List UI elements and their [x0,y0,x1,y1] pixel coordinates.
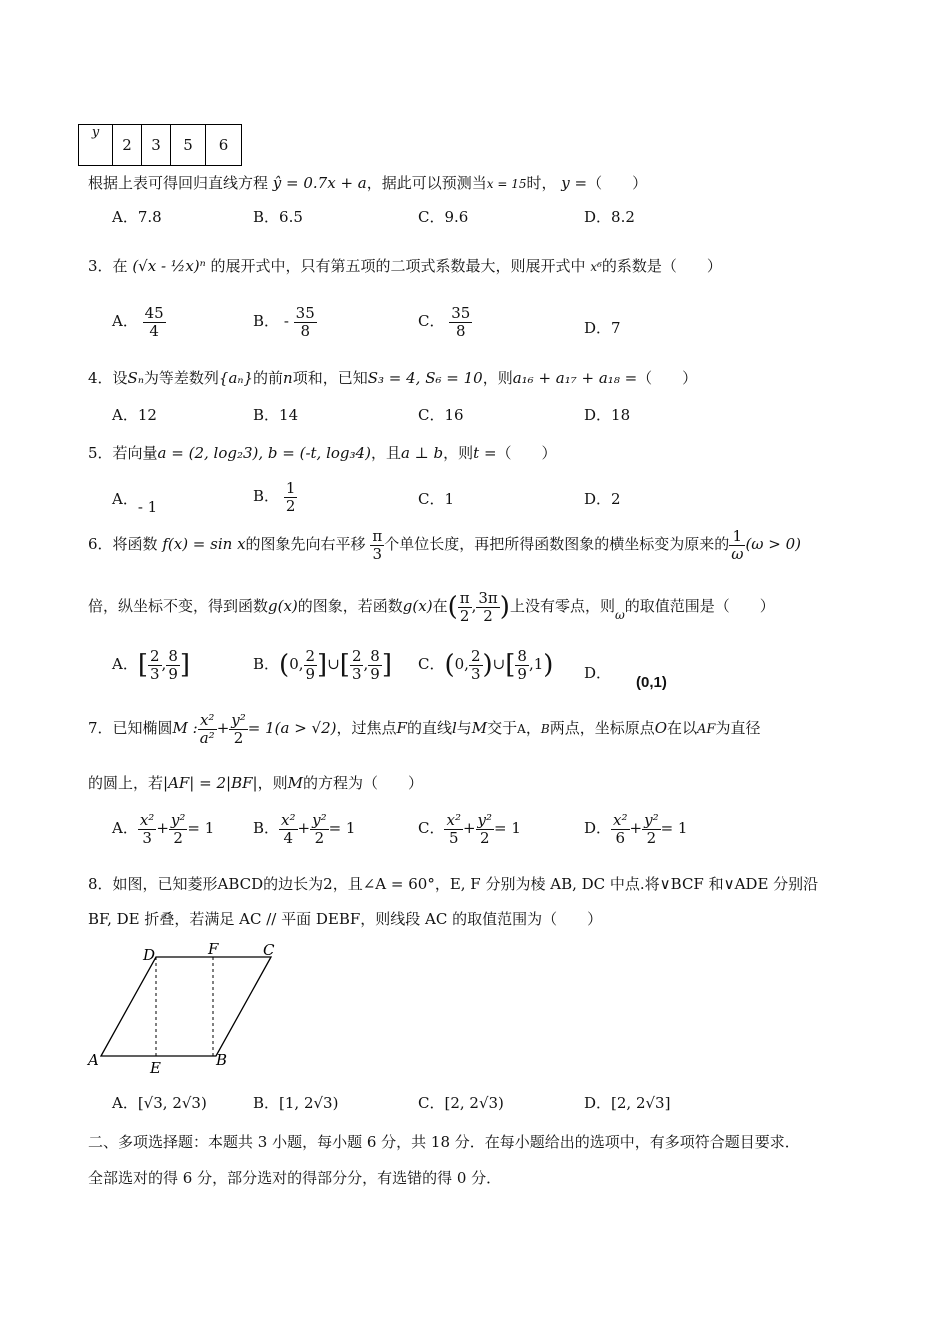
fraction: $\frac{2}{3}$ [351,647,362,683]
option-b: B． - $\frac{35}{8}$ [253,304,315,340]
fraction: $\frac{\pi}{2}$ [459,589,470,625]
fraction: $\frac{\text{y²}}{2}$ [312,811,327,847]
table-cell: y [79,125,113,166]
fraction: $\frac{2}{3}$ [150,647,160,683]
label-e: E [150,1059,161,1077]
fraction: $\frac{2}{9}$ [305,647,316,683]
rhombus-figure [85,938,285,1078]
question-6-line-2: 倍，纵坐标不变，得到函数g(x)的图象，若函数g(x)在( $\frac{\pi}{2}$ , $\frac{3\pi}{2}$ )上没有零点，则$_\omega$的取值范围是（ ） [88,589,775,625]
option-a: A．7.8 [112,208,162,226]
rhombus-outline [101,957,271,1056]
question-7-line-2: 的圆上，若|AF| = 2|BF|，则M的方程为（ ） [88,774,423,792]
fraction: $\frac{35}{8}$ [295,304,315,340]
fraction: $\frac{\pi}{3}$ [372,527,383,563]
fraction: $\frac{\text{y²}}{2}$ [644,811,659,847]
option-c: C．(0, $\frac{2}{3}$ )∪[ $\frac{8}{9}$ ,1) [418,647,554,683]
table-cell: 3 [142,125,171,166]
option-b: B．14 [253,406,299,424]
question-7-line-1: 7．已知椭圆M : $\frac{\text{x²}}{\text{a²}}$ + $\frac{\text{y²}}{2}$ = 1(a > √2)，过焦点F的直线l与M交于A，B两点，坐标原点O在以AF为直径 [88,711,761,747]
option-c: C．9.6 [418,208,469,226]
option-b: B． $\frac{1}{2}$ [253,479,296,515]
option-a: A．12 [112,406,157,424]
option-d: D．18 [584,406,631,424]
option-d: D． [584,664,612,682]
label-d: D [143,946,156,964]
fraction: $\frac{\text{y²}}{2}$ [231,711,246,747]
option-c: C．[2, 2√3) [418,1094,504,1112]
option-d-value: (0,1) [636,674,667,691]
option-a: A．[ $\frac{2}{3}$ , $\frac{8}{9}$ ] [112,647,191,683]
option-b: B．[1, 2√3) [253,1094,339,1112]
question-8-line-1: 8．如图，已知菱形ABCD的边长为2，且∠A = 60°，E, F 分别为棱 AB, DC 中点.将∨BCF 和∨ADE 分别沿 [88,875,819,893]
option-b: B．(0, $\frac{2}{9}$ ]∪[ $\frac{2}{3}$ , $\frac{8}{9}$ ] [253,647,392,683]
label-f: F [208,940,219,958]
label-b: B [216,1051,228,1069]
fraction: $\frac{1}{2}$ [285,479,296,515]
question-5-text: 5．若向量a = (2, log₂3), b = (-t, log₃4)，且a ⊥ b，则t =（ ） [88,444,557,462]
option-b: B． $\frac{\text{x²}}{4}$ + $\frac{\text{y²}}{2}$ = 1 [253,811,356,847]
option-a: A． $\frac{\text{x²}}{3}$ + $\frac{\text{y²}}{2}$ = 1 [112,811,215,847]
section-2-scoring: 全部选对的得 6 分，部分选对的得部分分，有选错的得 0 分． [88,1169,502,1187]
option-d: D．2 [584,490,621,508]
fraction: $\frac{45}{4}$ [144,304,164,340]
fraction: $\frac{8}{9}$ [517,647,527,683]
option-c: C． $\frac{\text{x²}}{5}$ + $\frac{\text{y²}}{2}$ = 1 [418,811,521,847]
option-c: C．1 [418,490,455,508]
question-3-text: 3．在 (√x - ½x)ⁿ 的展开式中，只有第五项的二项式系数最大，则展开式中 x⁶的系数是（ ） [88,257,722,275]
fraction: $\frac{\text{x²}}{5}$ [446,811,461,847]
table-cell: 2 [113,125,142,166]
fraction: $\frac{\text{x²}}{3}$ [139,811,155,847]
option-d: D．7 [584,319,621,337]
option-a: A．[√3, 2√3) [112,1094,207,1112]
fraction: $\frac{2}{3}$ [470,647,481,683]
fraction: $\frac{35}{8}$ [451,304,471,340]
question-2-text: 根据上表可得回归直线方程 ŷ = 0.7x + a，据此可以预测当x = 15时， y =（ ） [88,174,648,192]
table-cell: 6 [206,125,242,166]
table-cell: 5 [171,125,206,166]
label-c: C [263,941,275,959]
data-table [78,124,242,166]
fraction: $\frac{\text{x²}}{4}$ [281,811,296,847]
question-8-line-2: BF, DE 折叠，若满足 AC // 平面 DEBF，则线段 AC 的取值范围为（ ） [88,910,603,928]
fraction: $\frac{8}{9}$ [168,647,178,683]
fraction: $\frac{\text{y²}}{2}$ [477,811,493,847]
fraction: $\frac{\text{x²}}{\text{a²}}$ [199,711,215,747]
option-a: A． $\frac{45}{4}$ [112,304,164,340]
option-d: D．[2, 2√3] [584,1094,671,1112]
fraction: $\frac{\text{x²}}{6}$ [613,811,628,847]
option-c: C． $\frac{35}{8}$ [418,304,471,340]
option-d: D．8.2 [584,208,635,226]
label-a: A [88,1051,99,1069]
question-6-line-1: 6．将函数 f(x) = sin x的图象先向右平移 $\frac{\pi}{3}$ 个单位长度，再把所得函数图象的横坐标变为原来的 $\frac{1}{\omega}$ (ω > 0) [88,527,802,563]
option-a: A．- 1 [112,490,158,516]
question-4-text: 4．设Sₙ为等差数列{aₙ}的前n项和，已知S₃ = 4, S₆ = 10，则a₁₆ + a₁₇ + a₁₈ =（ ） [88,369,698,387]
fraction: $\frac{3\pi}{2}$ [478,589,498,625]
fraction: $\frac{8}{9}$ [370,647,380,683]
option-c: C．16 [418,406,464,424]
option-d: D． $\frac{\text{x²}}{6}$ + $\frac{\text{y²}}{2}$ = 1 [584,811,688,847]
section-2-heading: 二、多项选择题：本题共 3 小题，每小题 6 分，共 18 分．在每小题给出的选项中，有多项符合题目要求． [88,1133,800,1151]
fraction: $\frac{\text{y²}}{2}$ [170,811,186,847]
fraction: $\frac{1}{\omega}$ [731,527,744,563]
option-b: B．6.5 [253,208,303,226]
